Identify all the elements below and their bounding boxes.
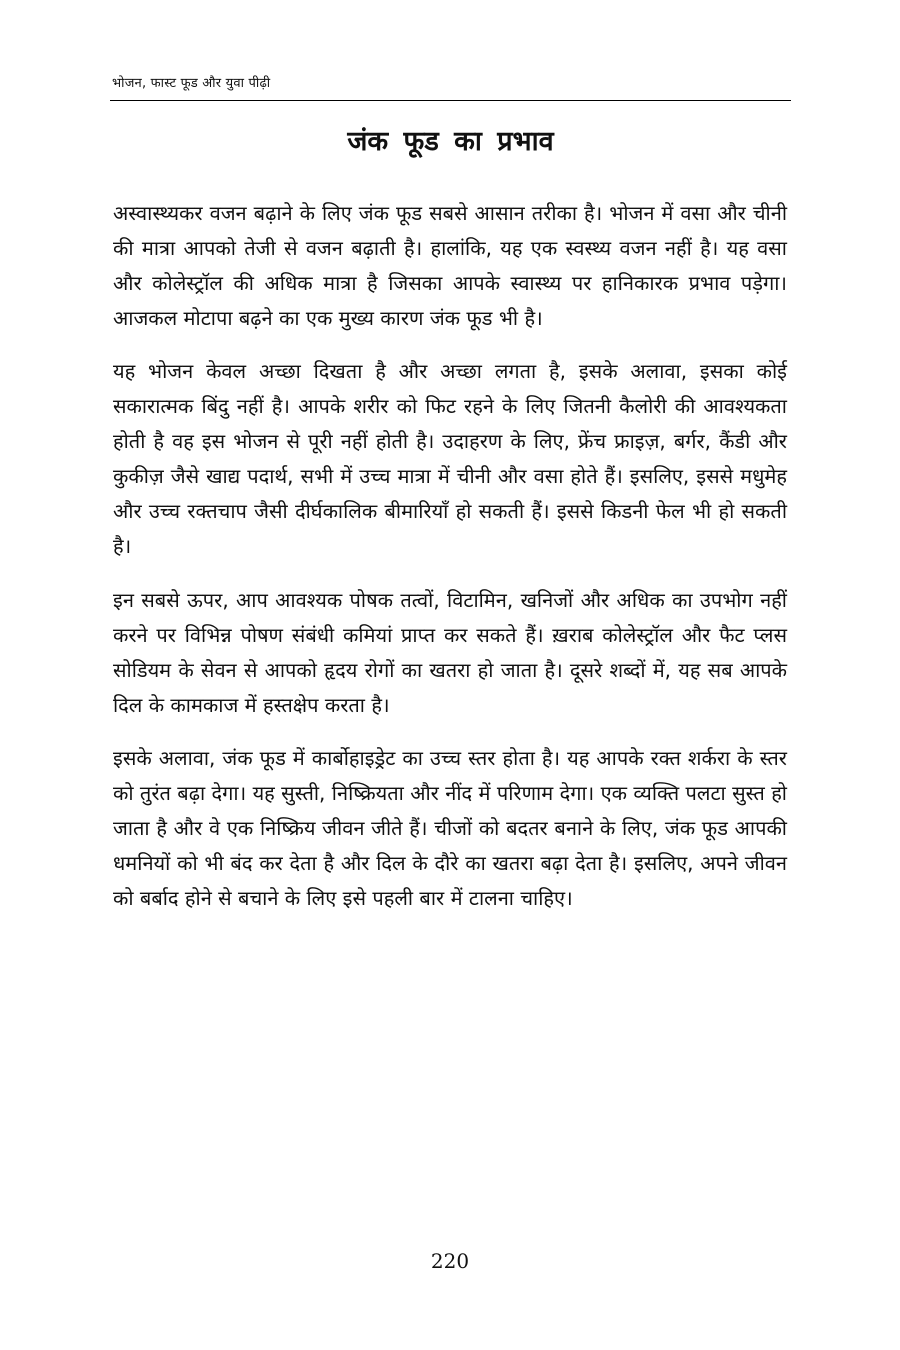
page-number: 220: [430, 1249, 470, 1273]
chapter-title: जंक फूड का प्रभाव: [347, 126, 554, 157]
header-divider: [110, 100, 791, 101]
paragraph-4: इसके अलावा, जंक फूड में कार्बोहाइड्रेट का उच्च स्तर होता है। यह आपके रक्त शर्करा के स्तर को तुरंत बढ़ा देगा। यह सुस्ती, निष्क्रियता और नींद में परिणाम देगा। एक व्यक्ति पलटा सुस्त हो जाता है और वे एक निष्क्रिय जीवन जीते हैं। चीजों को बदतर बनाने के लिए, जंक फूड आपकी धमनियों को भी बंद कर देता है और दिल के दौरे का खतरा बढ़ा देता है। इसलिए, अपने जीवन को बर्बाद होने से बचाने के लिए इसे पहली बार में टालना चाहिए।: [113, 746, 787, 910]
paragraph-1: अस्वास्थ्यकर वजन बढ़ाने के लिए जंक फूड सबसे आसान तरीका है। भोजन में वसा और चीनी की मात्रा आपको तेजी से वजन बढ़ाती है। हालांकि, यह एक स्वस्थ्य वजन नहीं है। यह वसा और कोलेस्ट्रॉल की अधिक मात्रा है जिसका आपके स्वास्थ्य पर हानिकारक प्रभाव पड़ेगा। आजकल मोटापा बढ़ने का एक मुख्य कारण जंक फूड भी है।: [113, 201, 787, 330]
paragraph-3: इन सबसे ऊपर, आप आवश्यक पोषक तत्वों, विटामिन, खनिजों और अधिक का उपभोग नहीं करने पर विभिन्न पोषण संबंधी कमियां प्राप्त कर सकते हैं। ख़राब कोलेस्ट्रॉल और फैट प्लस सोडियम के सेवन से आपको हृदय रोगों का खतरा हो जाता है। दूसरे शब्दों में, यह सब आपके दिल के कामकाज में हस्तक्षेप करता है।: [113, 588, 787, 717]
paragraph-2: यह भोजन केवल अच्छा दिखता है और अच्छा लगता है, इसके अलावा, इसका कोई सकारात्मक बिंदु नहीं है। आपके शरीर को फिट रहने के लिए जितनी कैलोरी की आवश्यकता होती है वह इस भोजन से पूरी नहीं होती है। उदाहरण के लिए, फ्रेंच फ्राइज़, बर्गर, कैंडी और कुकीज़ जैसे खाद्य पदार्थ, सभी में उच्च मात्रा में चीनी और वसा होते हैं। इसलिए, इससे मधुमेह और उच्च रक्तचाप जैसी दीर्घकालिक बीमारियाँ हो सकती हैं। इससे किडनी फेल भी हो सकती है।: [113, 359, 787, 558]
running-header: भोजन, फास्ट फूड और युवा पीढ़ी: [112, 76, 271, 91]
body-text: [113, 196, 787, 934]
